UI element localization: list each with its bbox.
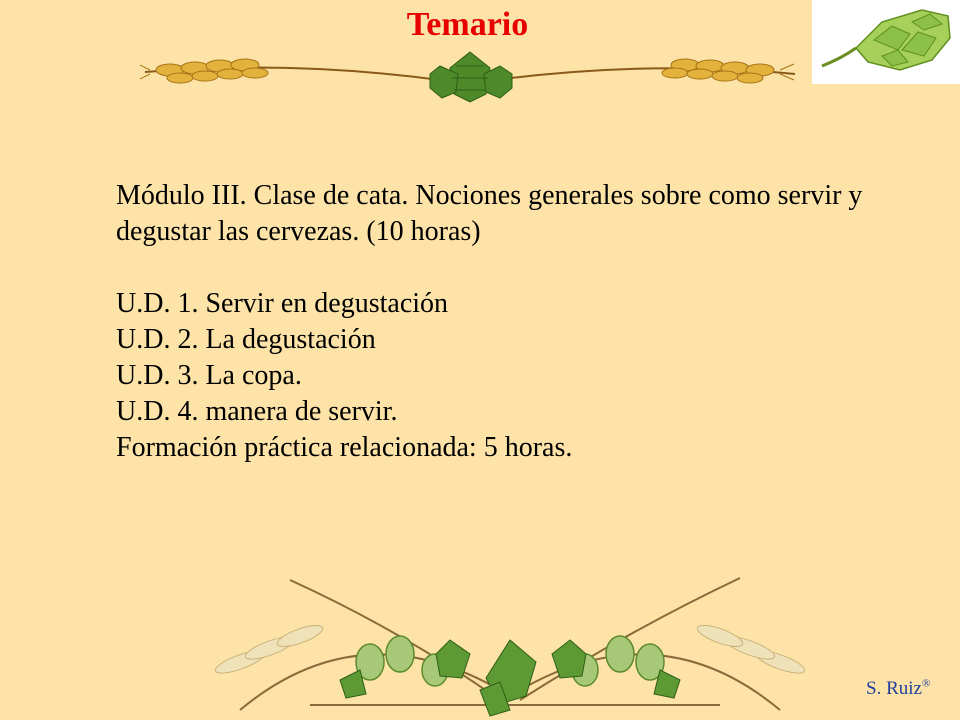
registered-mark: ® <box>921 677 931 690</box>
hop-cone-icon <box>812 0 960 84</box>
topic-item: U.D. 3. La copa. <box>116 360 302 391</box>
hop-cone-picture <box>812 0 960 84</box>
author-signature <box>866 678 930 700</box>
topic-list <box>116 286 896 466</box>
topic-item: Formación práctica relacionada: 5 horas. <box>116 432 573 463</box>
hop-vine-wreath-illustration <box>200 570 820 720</box>
module-description: Módulo III. Clase de cata. Nociones generales sobre como servir y degustar las cervezas. (10 horas) <box>116 180 863 247</box>
topic-item: U.D. 2. La degustación <box>116 324 376 355</box>
slide-body <box>116 178 896 466</box>
topic-item: U.D. 4. manera de servir. <box>116 396 398 427</box>
author-name: S. Ruiz <box>866 678 922 699</box>
topic-item: U.D. 1. Servir en degustación <box>116 288 449 319</box>
slide-title: Temario <box>406 6 529 43</box>
wheat-hop-garland-illustration <box>140 40 800 106</box>
